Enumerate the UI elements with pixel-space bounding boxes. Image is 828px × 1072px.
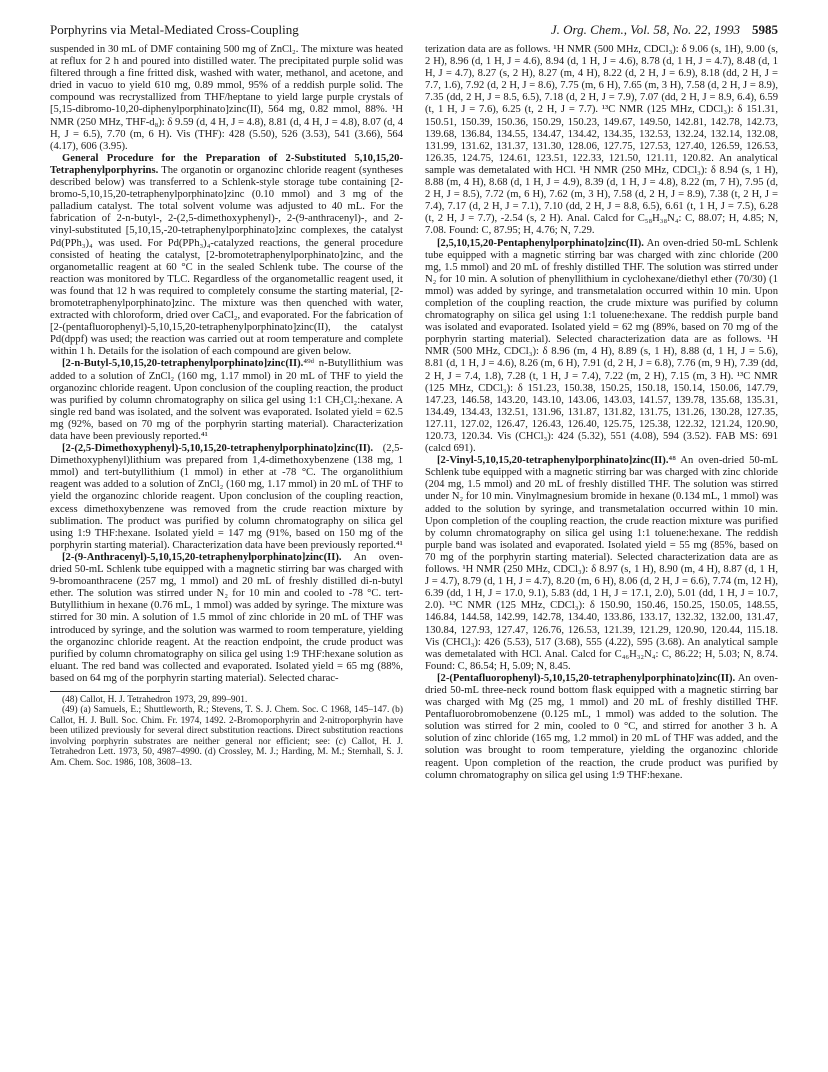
page-header [50, 22, 778, 38]
journal-citation [551, 22, 778, 38]
compound-heading: [2-n-Butyl-5,10,15,20-tetraphenylporphinato]zinc(II). [62, 358, 304, 370]
compound-heading: [2,5,10,15,20-Pentaphenylporphinato]zinc(II). [437, 237, 644, 249]
paragraph: [2-(9-Anthracenyl)-5,10,15,20-tetraphenylporphinato]zinc(II). An oven-dried 50-mL Schlenk tube equipped with a magnetic stirring bar was charged with 9-bromoanthracene (257 mg, 1 mmol) and 20 mL of freshly distilled di-n-butyl ether. The solution was stirred under N₂ for 10 min and cooled to -78 °C. tert-Butyllithium in hexane (0.76 mL, 1 mmol) was added by syringe. The mixture was stirred for 30 min. A solution of 1.5 mmol of zinc chloride in 20 mL of THF was introduced by syringe, and the solution was warmed to room temperature, yielding the organozinc chloride reagent. At the reaction endpoint, the crude product was purified by column chromatography on silica gel using 1:9 THF:hexane solution as eluant. The red band was collected and evaporated. Isolated yield = 65 mg (88%, based on 64 mg of the porphyrin starting material). Selected charac- [50, 551, 403, 684]
compound-heading: [2-(9-Anthracenyl)-5,10,15,20-tetraphenylporphinato]zinc(II). [62, 551, 342, 563]
paragraph: [2,5,10,15,20-Pentaphenylporphinato]zinc(II). An oven-dried 50-mL Schlenk tube equipped with a magnetic stirring bar was charged with zinc chloride (200 mg, 1.5 mmol) and 20 mL of freshly distilled THF. The solution was stirred under N₂ for 10 min. A solution of phenyllithium in cyclohexane/diethyl ether (70/30) (1 mmol) was added by syringe, and transmetalation occurred within 10 min. Upon completion of the coupling reaction, the crude mixture was purified by column chromatography on silica gel using 1:1 toluene:hexane. The reddish purple band was isolated and evaporated. Isolated yield = 62 mg (89%, based on 70 mg of the porphyrin starting material). Selected characterization data are as follows. ¹H NMR (500 MHz, CDCl₃): δ 8.96 (m, 4 H), 8.89 (s, 1 H), 8.88 (d, 1 H, J = 5.6), 8.81 (d, 1 H, J = 4.6), 8.26 (m, 6 H), 7.91 (d, 2 H, J = 6.8), 7.76 (m, 9 H), 7.39 (dd, 2 H, J = 7.4, 1.8), 7.28 (t, 1 H, J = 7.4), 7.22 (m, 2 H), 7.15 (m, 3 H). ¹³C NMR (125 MHz, CDCl₃): δ 151.23, 150.38, 150.25, 150.18, 150.14, 150.06, 147.79, 147.23, 146.58, 143.20, 143.10, 143.06, 143.03, 141.57, 139.78, 135.68, 135.31, 134.49, 134.43, 132.51, 131.96, 131.87, 131.82, 131.75, 131.26, 130.28, 127.35, 127.11, 127.02, 126.47, 126.43, 126.40, 125.75, 125.38, 122.32, 121.24, 120.90, 120.73, 120.34. Vis (CHCl₃): 424 (5.32), 551 (4.08), 594 (3.52). FAB MS: 691 (calcd 691). [425, 237, 778, 455]
footnote-48: (48) Callot, H. J. Tetrahedron 1973, 29, 899–901. [62, 694, 248, 705]
compound-heading: [2-(Pentafluorophenyl)-5,10,15,20-tetraphenylporphinato]zinc(II). [437, 672, 736, 684]
running-title: Porphyrins via Metal-Mediated Cross-Coupling [50, 22, 299, 37]
compound-heading: [2-(2,5-Dimethoxyphenyl)-5,10,15,20-tetraphenylporphinato]zinc(II). [62, 443, 374, 455]
left-column [50, 44, 403, 768]
paragraph: suspended in 30 mL of DMF containing 500 mg of ZnCl₂. The mixture was heated at reflux for 2 h and poured into distilled water. The precipitated purple solid was filtered through a fine fritted disk, washed with water, methanol, and acetone, and dried in vacuo to yield 610 mg, 0.89 mmol, 95% of a reddish purple solid. The compound was recrystallized from THF/heptane to yield large purple crystals of [5,15-dibromo-10,20-diphenylporphinato]zinc(II), 564 mg, 0.82 mmol, 88%. ¹H NMR (250 MHz, THF-d₈): δ 9.59 (d, 4 H, J = 4.8), 8.81 (d, 4 H, J = 4.8), 8.07 (d, 4 H, J = 6.5), 7.70 (m, 6 H). Vis (THF): 428 (5.50), 526 (3.53), 541 (3.66), 564 (4.17), 606 (3.95). [50, 44, 403, 152]
paragraph: General Procedure for the Preparation of 2-Substituted 5,10,15,20-Tetraphenylporphyrins. The organotin or organozinc chloride reagent (syntheses described below) was transferred to a Schlenk-style storage tube containing [2-bromo-5,10,15,20-tetraphenylporphinato]zinc (0.10 mmol) and 3 mg of the palladium catalyst. The total solvent volume was adjusted to 40 mL. For the fabrication of 2-n-butyl-, 2-(2,5-dimethoxyphenyl)-, 2-(9-anthracenyl)-, and 2-vinyl-substituted [5,10,15,-20-tetraphenylporphinato]zinc complexes, the catalyst Pd(PPh₃)₄ was used. For Pd(PPh₃)₄-catalyzed reactions, the general procedure consisted of heating the catalyst, [2-bromotetraphenylporphinato]zinc, and the organometallic reagent at 60 °C in the sealed Schlenk tube. The course of the reaction was monitored by TLC. Regardless of the organometallic reagent used, it was found that 12 h was required to completely consume the starting material, [2-bromotetraphenylporphinato]zinc. The mixture was then quenched with water, extracted with chloroform, dried over CaCl₂, and evaporated. For the fabrication of [2-(pentafluorophenyl)-5,10,15,20-tetraphenylporphinato]zinc(II), the catalyst Pd(dppf) was used; the reaction was carried out at room temperature and complete within 1 h. Details for the isolation of each compound are given below. [50, 152, 403, 358]
page-number: 5985 [752, 22, 778, 37]
section-heading: General Procedure for the Preparation of 2-Substituted 5,10,15,20-Tetraphenylporphyrins. [50, 152, 403, 176]
footnote-49: (49) (a) Samuels, E.; Shuttleworth, R.; Stevens, T. S. J. Chem. Soc. C 1968, 145–147. (b) Callot, H. J. Bull. Soc. Chim. Fr. 1974, 1492. 2-Bromoporphyrin and 2-nitroporphyrin have been utilized previously for several direct substitution reactions. Direct substitution reactions involving porphyrin substrates are neither general nor efficient; see: (c) Callot, H. J. Tetrahedron Lett. 1973, 50, 4987–4990. (d) Crossley, M. J.; Harding, M. M.; Sternhall, S. J. Am. Chem. Soc. 1986, 108, 3608–13. [50, 705, 403, 768]
right-column [425, 44, 778, 782]
footnotes [50, 692, 403, 769]
paragraph: terization data are as follows. ¹H NMR (500 MHz, CDCl₃): δ 9.06 (s, 1H), 9.00 (s, 2 H), 8.96 (d, 1 H, J = 4.6), 8.94 (d, 1 H, J = 4.6), 8.78 (d, 1 H, J = 4.7), 8.48 (d, 1 H, J = 4.7), 8.27 (s, 2 H), 8.27 (m, 4 H), 8.22 (d, 2 H, J = 6.9), 8.18 (dd, 2 H, J = 7.7, 1.6), 7.92 (d, 2 H, J = 8.6), 7.75 (m, 6 H), 7.65 (m, 3 H), 7.58 (d, 2 H, J = 8.9), 7.35 (dd, 2 H, J = 8.5, 6.5), 7.18 (d, 2 H, J = 7.9), 7.07 (dd, 2 H, J = 8.9, 6.4), 6.59 (t, 1 H, J = 7.6), 6.25 (t, 2 H, J = 7.7). ¹³C NMR (125 MHz, CDCl₃): δ 151.31, 150.51, 150.39, 150.36, 150.29, 150.23, 149.67, 149.50, 142.81, 142.78, 142.73, 139.68, 136.84, 134.55, 134.47, 134.42, 134.35, 132.53, 132.24, 132.14, 132.08, 131.99, 131.62, 131.37, 131.30, 128.06, 127.75, 127.53, 127.40, 126.59, 126.53, 126.35, 124.75, 124.61, 123.51, 122.33, 121.50, 121.11, 120.82. An analytical sample was demetalated with HCl. ¹H NMR (250 MHz, CDCl₃): δ 8.94 (s, 1 H), 8.88 (m, 4 H), 8.68 (d, 1 H, J = 4.9), 8.39 (d, 1 H, J = 4.8), 8.22 (m, 7 H), 7.95 (d, 2 H, J = 8.5), 7.72 (m, 6 H), 7.62 (m, 3 H), 7.58 (d, 2 H, J = 8.9), 7.38 (t, 2 H, J = 7.4), 7.17 (d, 2 H, J = 7.1), 7.10 (dd, 2 H, J = 8.8, 6.5), 6.61 (t, 1 H, J = 7.5), 6.28 (t, 2 H, J = 7.7), -2.54 (s, 2 H). Anal. Calcd for C₅₈H₃₈N₄: C, 88.07; H, 4.85; N, 7.08. Found: C, 87.95; H, 4.76; N, 7.29. [425, 44, 778, 237]
paragraph: [2-(Pentafluorophenyl)-5,10,15,20-tetraphenylporphinato]zinc(II). An oven-dried 50-mL three-neck round bottom flask equipped with a magnetic stirring bar was charged with Mg (25 mg, 1 mmol) and 20 mL of freshly distilled THF. Pentafluorobromobenzene (0.125 mL, 1 mmol) was added to the solution. The solution was stirred for 2 min, cooled to 0 °C, and stirred for another 3 h. A solution of zinc chloride (165 mg, 1.2 mmol) in 20 mL of THF was added, and the solution was brought to room temperature, yielding the organozinc chloride reagent. Upon completion of the reaction, the crude product was purified by column chromatography on silica gel using 1:9 THF:hexane. [425, 672, 778, 781]
paragraph: [2-n-Butyl-5,10,15,20-tetraphenylporphinato]zinc(II).⁴⁹ᵈ n-Butyllithium was added to a solution of ZnCl₂ (160 mg, 1.17 mmol) in 20 mL of THF to yield the organozinc chloride reagent. Upon conclusion of the coupling reaction, the product was purified by column chromatography on silica gel using 1:1 CH₂Cl₂:hexane. A single red band was isolated, and the solvent was evaporated. Isolated yield = 62.5 mg (92%, based on 70 mg of the porphyrin starting material). Characterization data have been previously reported.⁴¹ [50, 358, 403, 442]
compound-heading: [2-Vinyl-5,10,15,20-tetraphenylporphinato]zinc(II). [437, 455, 669, 467]
paragraph: [2-(2,5-Dimethoxyphenyl)-5,10,15,20-tetraphenylporphinato]zinc(II). (2,5-Dimethoxyphenyl)lithium was prepared from 1,4-dimethoxybenzene (138 mg, 1 mmol) and tert-butyllithium (1 mmol) in ether at -78 °C. The organolithium reagent was added to a solution of ZnCl₂ (160 mg, 1.17 mmol) in 20 mL of THF to yield the organozinc chloride reagent. Upon conclusion of the coupling reaction, excess dimethoxybenzene was removed from the crude reaction mixture by sublimation. The product was purified by column chromatography on silica gel using 1:9 THF:hexane. Isolated yield = 147 mg (91%, based on 150 mg of the porphyrin starting material). Characterization data have been previously reported.⁴¹ [50, 443, 403, 551]
journal-name: J. Org. Chem., Vol. 58, No. 22, 1993 [550, 22, 740, 37]
paragraph: [2-Vinyl-5,10,15,20-tetraphenylporphinato]zinc(II).⁴⁸ An oven-dried 50-mL Schlenk tube equipped with a magnetic stirring bar was charged with zinc chloride (204 mg, 1.5 mmol) and 20 mL of freshly distilled THF. The solution was stirred under N₂ for 10 min. Vinylmagnesium bromide in hexane (0.134 mL, 1 mmol) was added to the solution by syringe, and transmetalation occurred within 10 min. Upon completion of the coupling reaction, the crude reaction mixture was purified by column chromatography on silica gel using 1:1 toluene:hexane. The reddish purple band was isolated and evaporated. Isolated yield = 55 mg (85%, based on 70 mg of the porphyrin starting material). Selected characterization data are as follows. ¹H NMR (250 MHz, CDCl₃): δ 8.97 (s, 1 H), 8.90 (m, 4 H), 8.87 (d, 1 H, J = 4.7), 8.79 (d, 1 H, J = 4.7), 8.20 (m, 6 H), 8.06 (d, 2 H, J = 6.6), 7.74 (m, 12 H), 6.39 (dd, 1 H, J = 17.0, 9.1), 5.83 (dd, 1 H, J = 17.1, 2.0), 5.01 (dd, 1 H, J = 10.7, 2.0). ¹³C NMR (125 MHz, CDCl₃): δ 150.90, 150.46, 150.25, 150.05, 148.55, 146.84, 144.58, 142.99, 142.78, 134.40, 133.86, 133.17, 132.32, 132.00, 131.47, 130.84, 127.93, 127.47, 126.76, 126.53, 121.39, 121.29, 120.90, 120.44, 115.18. Vis (CHCl₃): 426 (5.53), 517 (3.68), 555 (4.22), 595 (3.68). An analytical sample was demetalated with HCl. Anal. Calcd for C₄₆H₃₂N₄: C, 86.22; H, 5.03; N, 8.74. Found: C, 86.54; H, 5.09; N, 8.45. [425, 455, 778, 672]
